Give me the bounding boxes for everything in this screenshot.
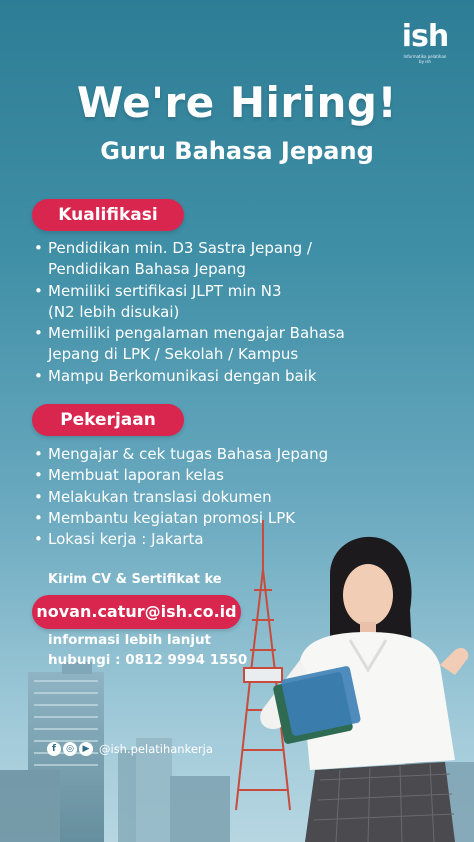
kualifikasi-label: Kualifikasi	[32, 199, 184, 231]
logo-mark: ish	[401, 19, 449, 54]
list-item	[32, 465, 372, 486]
list-item	[32, 259, 392, 280]
phone-line[interactable]: hubungi : 0812 9994 1550	[48, 652, 248, 668]
social-handle[interactable]: @ish.pelatihankerja	[99, 742, 213, 756]
list-item	[32, 366, 392, 387]
list-item	[32, 344, 392, 365]
email-badge[interactable]: novan.catur@ish.co.id	[32, 595, 241, 629]
woman-illustration	[260, 537, 468, 842]
list-item-text: Jepang di LPK / Sekolah / Kampus	[48, 345, 299, 364]
bullet-icon: •	[34, 324, 43, 343]
info-line: informasi lebih lanjut	[48, 632, 212, 648]
list-item	[32, 281, 392, 302]
list-item	[32, 302, 392, 323]
list-item-text: Melakukan translasi dokumen	[48, 487, 272, 506]
cta-text: Kirim CV & Sertifikat ke	[48, 572, 222, 587]
list-item-text: (N2 lebih disukai)	[48, 302, 180, 321]
bullet-icon: •	[34, 239, 43, 257]
bullet-icon: •	[34, 466, 43, 485]
list-item	[32, 238, 392, 259]
logo	[400, 19, 450, 64]
contact-info	[48, 630, 247, 670]
list-item-text: Lokasi kerja : Jakarta	[48, 530, 204, 549]
background-scene	[0, 500, 474, 842]
social-bar	[47, 740, 213, 758]
kualifikasi-list	[32, 238, 392, 387]
list-item-text: Mengajar & cek tugas Bahasa Jepang	[48, 445, 329, 463]
list-item-text: Mampu Berkomunikasi dengan baik	[48, 366, 317, 385]
youtube-icon[interactable]: ▶	[79, 742, 93, 756]
bullet-icon: •	[34, 366, 43, 385]
list-item-text: Memiliki sertifikasi JLPT min N3	[48, 281, 282, 300]
list-item-text: Membuat laporan kelas	[48, 466, 224, 485]
list-item	[32, 323, 392, 344]
logo-sub: by ish	[419, 59, 431, 64]
bullet-icon: •	[34, 508, 43, 527]
instagram-icon[interactable]: ◎	[63, 742, 77, 756]
bullet-icon: •	[34, 530, 43, 549]
list-item	[32, 444, 372, 465]
bullet-icon: •	[34, 445, 43, 463]
bullet-icon: •	[34, 487, 43, 506]
bullet-icon: •	[34, 281, 43, 300]
pekerjaan-label: Pekerjaan	[32, 404, 184, 436]
logo-tagline: Informatika pelatihan	[403, 54, 447, 59]
list-item-text: Memiliki pengalaman mengajar Bahasa	[48, 324, 345, 343]
list-item-text: Membantu kegiatan promosi LPK	[48, 508, 296, 527]
facebook-icon[interactable]: f	[47, 742, 61, 756]
page-subtitle: Guru Bahasa Jepang	[100, 137, 374, 165]
list-item-text: Pendidikan Bahasa Jepang	[48, 260, 246, 279]
page-title: We're Hiring!	[76, 78, 398, 127]
list-item-text: Pendidikan min. D3 Sastra Jepang /	[48, 239, 312, 257]
